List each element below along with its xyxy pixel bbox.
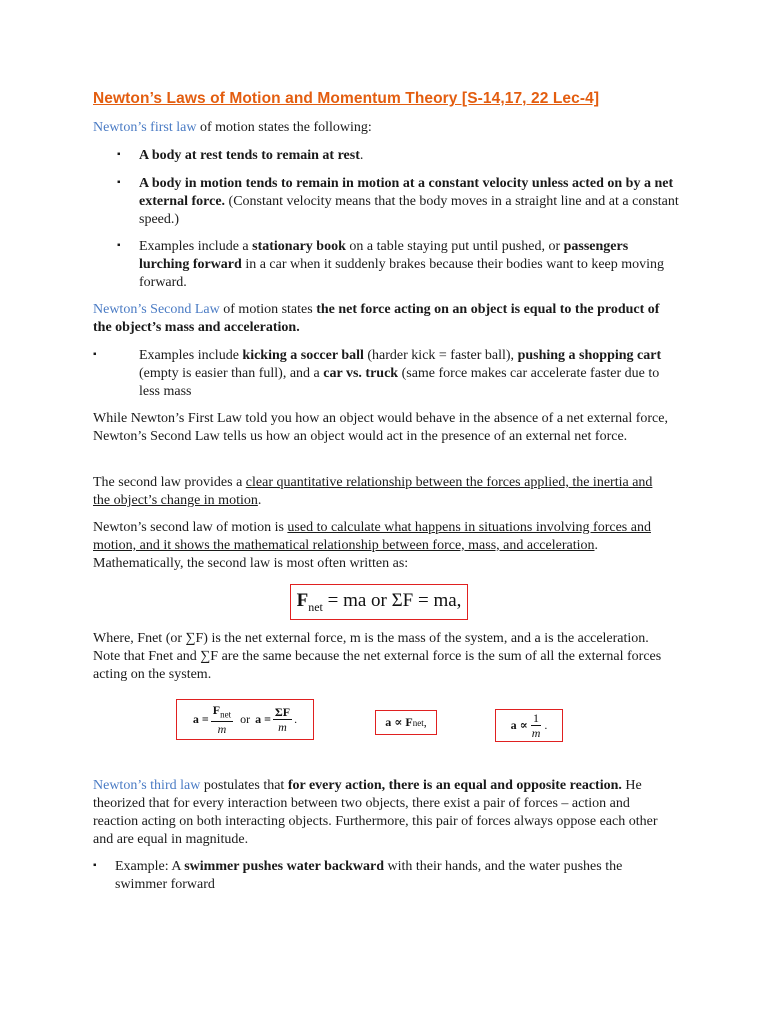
bullet-glyph: ▪ (117, 149, 121, 160)
second-law-examples-bold-d: pushing a shopping cart (517, 348, 662, 363)
equation-1-denominator-1: m (217, 722, 227, 737)
equation-2-comma: , (423, 715, 427, 729)
third-law-example-bold-b: swimmer pushes water backward (184, 859, 384, 874)
second-law-paragraph-4: Where, Fnet (or ∑F) is the net external force, m is the mass of the system, and a is the acceleration. Note that Fnet and ∑F are the same because the net external force is the sum of all the external forces acting on the system. (93, 631, 662, 682)
second-law-paragraph-1: While Newton’s First Law told you how an object would behave in the absence of a net external force, Newton’s Second Law tells us how an object would act in the presence of an external net force. (93, 411, 668, 444)
second-law-examples-text-e: (empty is easier than full), and a (139, 366, 324, 381)
third-law-intro-bold: for every action, there is an equal and opposite reaction. (287, 778, 622, 793)
third-law-example-text-c: with their hands, and the water pushes the swimmer forward (115, 859, 623, 892)
equation-3-denominator: m (531, 726, 541, 740)
second-law-intro-text: of motion states (219, 302, 317, 317)
third-law-rest: He theorized that for every interaction between two objects, there exist a pair of forces – action and reaction acting on both interacting objects. Furthermore, this pair of forces always oppose each other and are equal in magnitude. (93, 778, 658, 847)
equation-box-proportional-force (375, 710, 437, 735)
second-law-paragraph-2-end: . (257, 493, 262, 508)
third-law-paragraph (93, 777, 678, 849)
first-law-bullet-3-text-e: in a car when it suddenly brakes because their bodies want to keep moving forward. (139, 257, 665, 290)
second-law-paragraph-3 (93, 519, 653, 573)
first-law-bullet-3-bold-b: stationary book (252, 239, 346, 254)
third-law-example-text-a: Example: A (115, 859, 185, 874)
equation-main-subscript: net (308, 599, 323, 614)
first-law-heading: Newton’s first law (93, 120, 197, 135)
first-law-bullet-3-text-c: on a table staying put until pushed, or (345, 239, 564, 254)
equation-1-numerator-1-sub: net (220, 709, 232, 720)
second-law-examples-bold-f: car vs. truck (323, 366, 399, 381)
bullet-glyph: ▪ (117, 177, 121, 188)
equation-main-rest: = ma or ΣF = ma, (322, 589, 462, 611)
equation-3-fraction (530, 711, 543, 740)
equation-1-dot: . (294, 712, 298, 726)
first-law-bullet-1-bold: A body at rest tends to remain at rest (139, 148, 360, 163)
second-law-paragraph-2-underline: clear quantitative relationship between the forces applied, the inertia and the object’s change in motion (93, 475, 653, 508)
first-law-intro (93, 119, 683, 137)
second-law-examples (139, 347, 679, 401)
second-law-examples-text-c: (harder kick = faster ball), (363, 348, 518, 363)
second-law-examples-text-a: Examples include (139, 348, 243, 363)
equation-1-fraction-1 (211, 703, 233, 736)
equation-box-ratios (176, 699, 314, 740)
second-law-examples-bold-b: kicking a soccer ball (242, 348, 364, 363)
first-law-bullet-2 (139, 175, 684, 229)
equation-1-numerator-2: ΣF (274, 705, 291, 719)
second-law-paragraph-3-underline: used to calculate what happens in situations involving forces and motion, and it shows the mathematical relationship between force, mass, and acceleration (93, 520, 651, 553)
equation-1-lhs: a = (192, 712, 209, 726)
third-law-heading: Newton’s third law (93, 778, 201, 793)
page-title: Newton’s Laws of Motion and Momentum Theory [S-14,17, 22 Lec-4] (93, 90, 600, 107)
second-law-paragraph-3-end: . Mathematically, the second law is most often written as: (93, 538, 598, 571)
equation-main (297, 590, 462, 615)
second-law-intro-bold: the net force acting on an object is equal to the product of the object’s mass and acceleration. (93, 302, 660, 335)
bullet-glyph: ▪ (117, 240, 121, 251)
equation-box-inverse-mass (495, 709, 563, 742)
first-law-bullet-1-end: . (359, 148, 364, 163)
first-law-bullet-2-bold: A body in motion tends to remain in motion at a constant velocity unless acted on by a net external force. (139, 176, 674, 209)
equation-box-main (290, 584, 468, 620)
equation-main-F: F (296, 589, 309, 611)
bullet-glyph: ▪ (93, 860, 97, 871)
equation-1-fraction-2 (273, 705, 292, 734)
second-law-paragraph-2-text: The second law provides a (93, 475, 246, 490)
first-law-bullet-3 (139, 238, 669, 292)
equation-2-text: a ∝ F (385, 715, 413, 729)
equation-3-dot: . (544, 718, 548, 732)
third-law-intro-text: postulates that (200, 778, 288, 793)
second-law-paragraph-2 (93, 474, 653, 510)
equation-2-sub: net (412, 717, 424, 728)
first-law-bullet-3-text-a: Examples include a (139, 239, 253, 254)
third-law-example (115, 858, 675, 894)
equation-3-text: a ∝ (510, 718, 528, 732)
first-law-intro-text: of motion states the following: (196, 120, 372, 135)
equation-1-denominator-2: m (278, 720, 287, 734)
first-law-bullet-1 (139, 147, 684, 165)
equation-1-or: or (240, 712, 251, 726)
equation-1-lhs-2: a = (255, 712, 271, 726)
second-law-paragraph-3-text: Newton’s second law of motion is (93, 520, 288, 535)
second-law-intro (93, 301, 673, 337)
equation-3-numerator: 1 (533, 711, 540, 725)
first-law-bullet-3-bold-d: passengers lurching forward (139, 239, 629, 272)
bullet-glyph: ▪ (93, 349, 97, 360)
equation-1-numerator-1 (211, 703, 233, 722)
second-law-examples-text-g: (same force makes car accelerate faster due to less mass (139, 366, 660, 399)
first-law-bullet-2-rest: (Constant velocity means that the body moves in a straight line and at a constant speed.) (139, 194, 679, 227)
second-law-heading: Newton’s Second Law (93, 302, 220, 317)
equation-1-numerator-1-F: F (212, 702, 221, 717)
